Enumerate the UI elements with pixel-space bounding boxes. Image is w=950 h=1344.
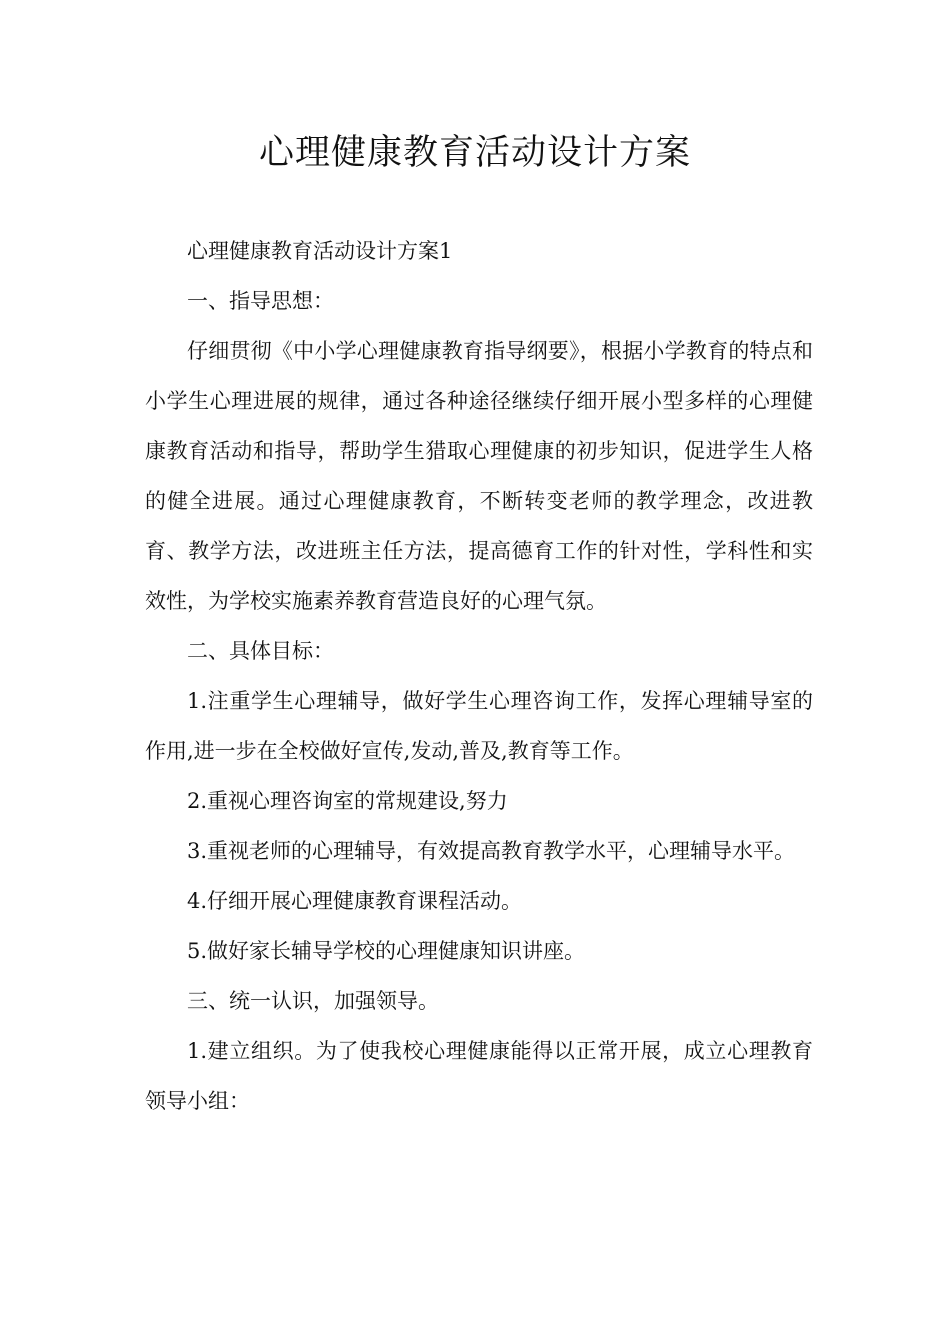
list-item: 5.做好家长辅导学校的心理健康知识讲座。 — [187, 939, 586, 963]
section-heading: 一、指导思想： — [187, 289, 334, 313]
list-item: 1.注重学生心理辅导，做好学生心理咨询工作，发挥心理辅导室的作用,进一步在全校做好宣传,发动,普及,教育等工作。 — [145, 689, 813, 763]
list-item: 4.仔细开展心理健康教育课程活动。 — [187, 889, 523, 913]
section-heading: 二、具体目标： — [187, 639, 334, 663]
document-title: 心理健康教育活动设计方案 — [258, 133, 691, 173]
list-item: 3.重视老师的心理辅导，有效提高教育教学水平，心理辅导水平。 — [187, 839, 796, 863]
document-body — [145, 226, 813, 1126]
list-item: 2.重视心理咨询室的常规建设,努力 — [187, 789, 508, 813]
list-item: 1.建立组织。为了使我校心理健康能得以正常开展，成立心理教育领导小组： — [145, 1039, 813, 1113]
section-heading: 三、统一认识，加强领导。 — [187, 989, 439, 1013]
paragraph: 仔细贯彻《中小学心理健康教育指导纲要》，根据小学教育的特点和小学生心理进展的规律，通过各种途径继续仔细开展小型多样的心理健康教育活动和指导，帮助学生猎取心理健康的初步知识，促进学生人格的健全进展。通过心理健康教育，不断转变老师的教学理念，改进教育、教学方法，改进班主任方法，提高德育工作的针对性，学科性和实效性，为学校实施素养教育营造良好的心理气氛。 — [145, 339, 813, 613]
section-heading: 心理健康教育活动设计方案1 — [187, 239, 453, 263]
